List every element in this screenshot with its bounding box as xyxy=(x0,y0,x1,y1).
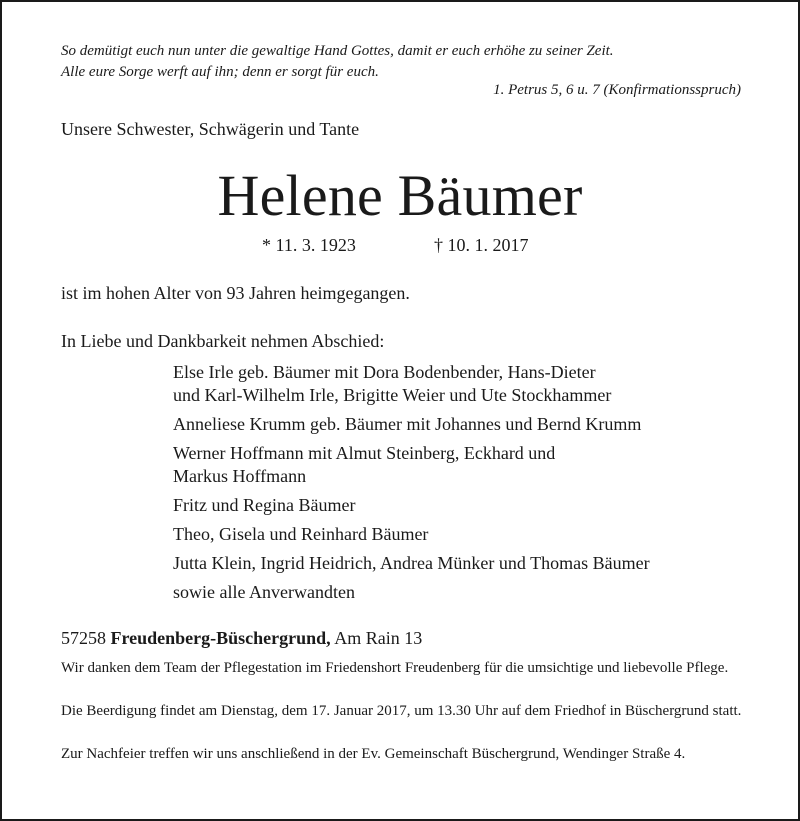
funeral-paragraph: Die Beerdigung findet am Dienstag, dem 17. Januar 2017, um 13.30 Uhr auf dem Friedhof in Büschergrund statt. xyxy=(61,703,742,719)
birth-date: * 11. 3. 1923 xyxy=(262,235,356,255)
passing-statement: ist im hohen Alter von 93 Jahren heimgegangen. xyxy=(61,283,410,303)
mourner-line: Jutta Klein, Ingrid Heidrich, Andrea Münker und Thomas Bäumer xyxy=(173,553,650,573)
farewell-heading: In Liebe und Dankbarkeit nehmen Abschied: xyxy=(61,331,385,351)
list-item xyxy=(173,523,650,546)
list-item xyxy=(173,413,650,436)
mourner-line: Anneliese Krumm geb. Bäumer mit Johannes und Bernd Krumm xyxy=(173,414,642,434)
bible-verse-line-2: Alle eure Sorge werft auf ihn; denn er sorgt für euch. xyxy=(61,64,379,80)
deceased-name: Helene Bäumer xyxy=(217,163,583,228)
list-item xyxy=(173,494,650,517)
reception-paragraph: Zur Nachfeier treffen wir uns anschließend in der Ev. Gemeinschaft Büschergrund, Wendinger Straße 4. xyxy=(61,746,686,762)
mourner-line: Theo, Gisela und Reinhard Bäumer xyxy=(173,524,429,544)
address-place: Freudenberg-Büschergrund, xyxy=(110,628,331,648)
mourner-line: Werner Hoffmann mit Almut Steinberg, Eckhard und xyxy=(173,443,556,463)
address xyxy=(61,628,422,649)
address-street: Am Rain 13 xyxy=(334,628,423,648)
thanks-paragraph: Wir danken dem Team der Pflegestation im Friedenshort Freudenberg für die umsichtige und liebevolle Pflege. xyxy=(61,660,729,676)
bible-verse-line-1: So demütigt euch nun unter die gewaltige Hand Gottes, damit er euch erhöhe zu seiner Zeit. xyxy=(61,43,614,59)
bible-verse-reference: 1. Petrus 5, 6 u. 7 (Konfirmationsspruch) xyxy=(493,82,741,98)
mourner-line: Fritz und Regina Bäumer xyxy=(173,495,356,515)
list-item xyxy=(173,442,650,488)
mourner-line: und Karl-Wilhelm Irle, Brigitte Weier und Ute Stockhammer xyxy=(173,385,612,405)
mourner-line: Markus Hoffmann xyxy=(173,466,307,486)
address-postcode: 57258 xyxy=(61,628,106,648)
list-item xyxy=(173,361,650,407)
intro-text: Unsere Schwester, Schwägerin und Tante xyxy=(61,119,360,139)
bible-verse xyxy=(61,41,614,83)
mourners-list xyxy=(173,361,650,610)
list-item xyxy=(173,552,650,575)
death-date: † 10. 1. 2017 xyxy=(434,235,529,255)
mourner-line: Else Irle geb. Bäumer mit Dora Bodenbender, Hans-Dieter xyxy=(173,362,596,382)
list-item xyxy=(173,581,650,604)
mourner-line: sowie alle Anverwandten xyxy=(173,582,355,602)
